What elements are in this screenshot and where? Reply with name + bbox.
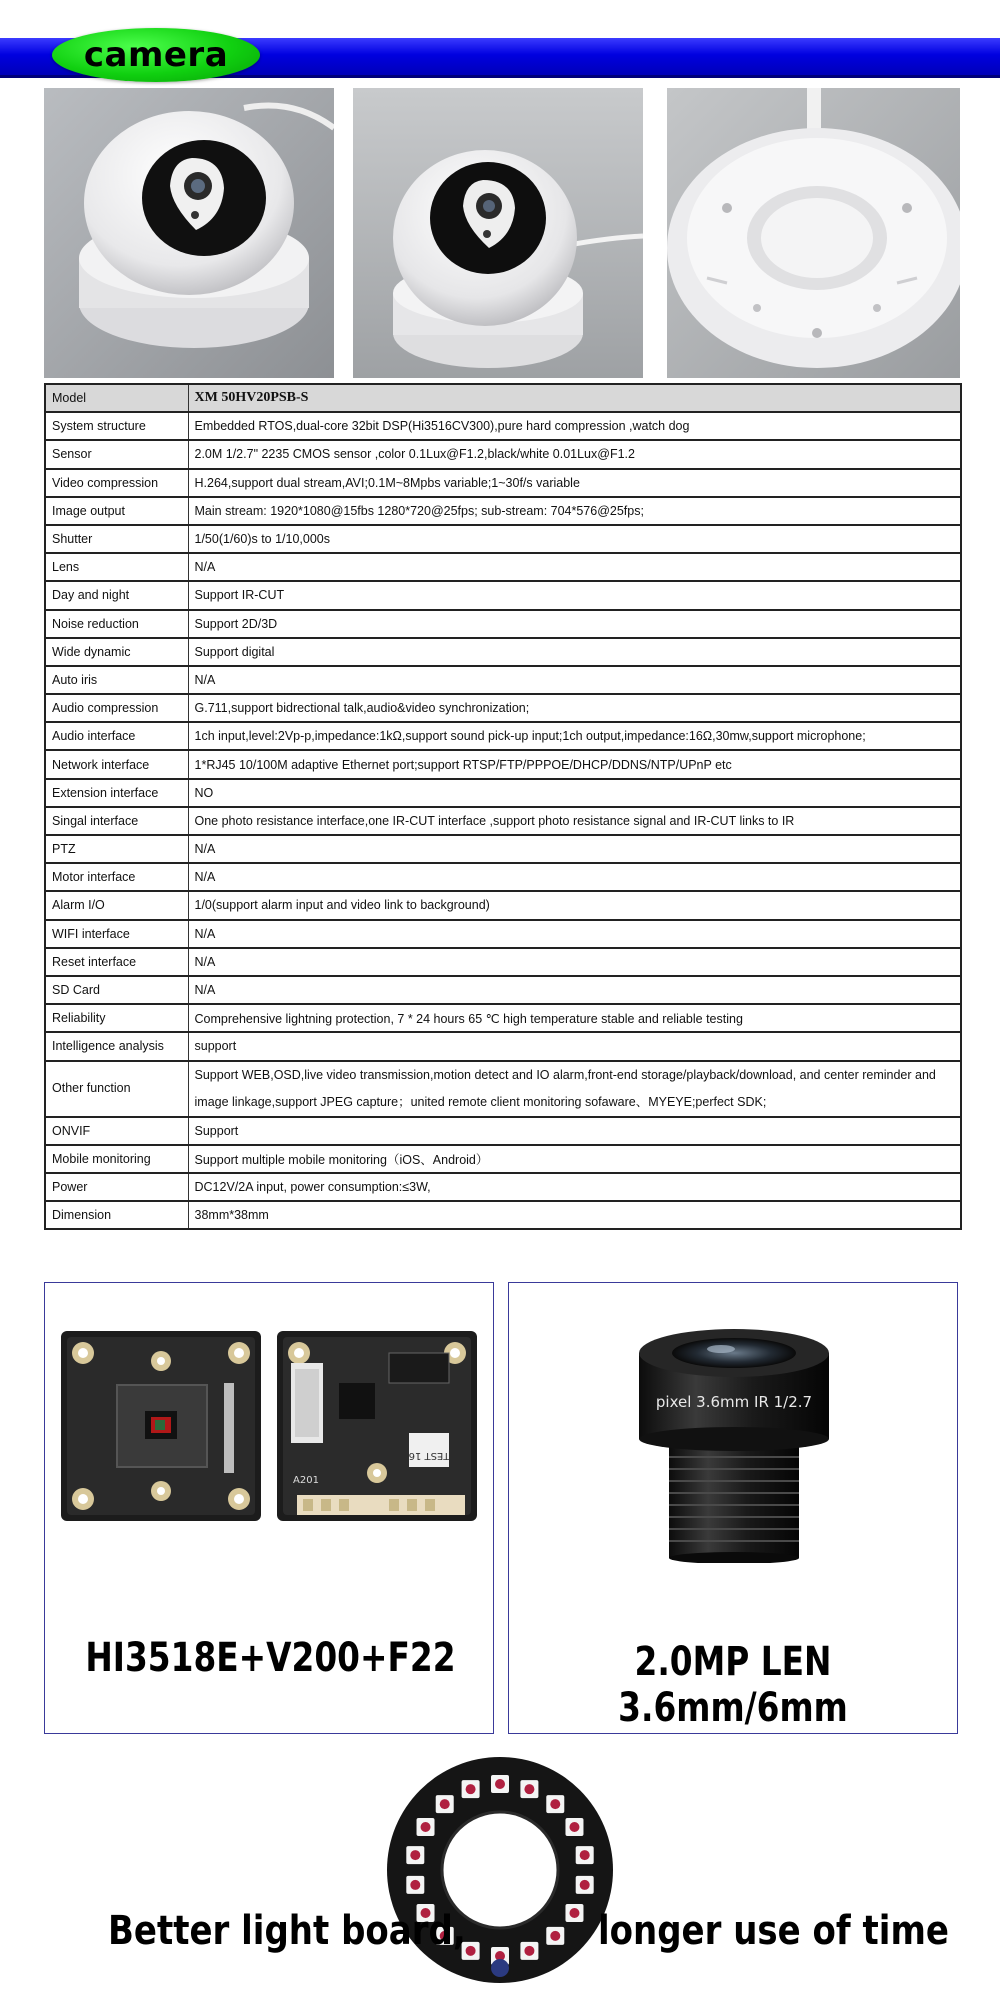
spec-label: Noise reduction [45, 610, 188, 638]
spec-value: DC12V/2A input, power consumption:≤3W, [188, 1173, 961, 1201]
table-row [45, 1061, 961, 1117]
spec-label: Dimension [45, 1201, 188, 1229]
banner-title: camera [83, 35, 229, 75]
board-sticker-text: TEST 16 [408, 1450, 450, 1461]
board-caption: HI3518E+V200+F22 [85, 1635, 456, 1681]
table-row [45, 638, 961, 666]
spec-value: support [188, 1032, 961, 1060]
led-emitter [580, 1850, 590, 1860]
spec-label: WIFI interface [45, 920, 188, 948]
spec-value: One photo resistance interface,one IR-CUT interface ,support photo resistance signal and IR-CUT links to IR [188, 807, 961, 835]
circuit-board-image [59, 1323, 479, 1523]
led-emitter [410, 1850, 420, 1860]
spec-value: XM 50HV20PSB-S [188, 384, 961, 412]
spec-label: Motor interface [45, 863, 188, 891]
led-emitter [421, 1822, 431, 1832]
spec-label: Reliability [45, 1004, 188, 1032]
spec-table [44, 383, 962, 1230]
led-emitter [569, 1822, 579, 1832]
spec-value: 1/50(1/60)s to 1/10,000s [188, 525, 961, 553]
spec-label: Image output [45, 497, 188, 525]
spec-value: Support multiple mobile monitoring（iOS、Android） [188, 1145, 961, 1173]
led-emitter [440, 1799, 450, 1809]
spec-value: G.711,support bidrectional talk,audio&video synchronization; [188, 694, 961, 722]
led-emitter [524, 1784, 534, 1794]
spec-value: Support WEB,OSD,live video transmission,motion detect and IO alarm,front-end storage/playback/download, and center reminder and image linkage,support JPEG capture；united remote client monitoring sofaware、MYEYE;perfect SDK; [188, 1061, 961, 1117]
spec-value: N/A [188, 553, 961, 581]
spec-label: System structure [45, 412, 188, 440]
spec-value: 1*RJ45 10/100M adaptive Ethernet port;support RTSP/FTP/PPPOE/DHCP/DDNS/NTP/UPnP etc [188, 750, 961, 778]
spec-label: Audio compression [45, 694, 188, 722]
table-row [45, 891, 961, 919]
led-emitter [580, 1880, 590, 1890]
spec-label: Wide dynamic [45, 638, 188, 666]
spec-label: Reset interface [45, 948, 188, 976]
spec-label: SD Card [45, 976, 188, 1004]
spec-label: Day and night [45, 581, 188, 609]
spec-label: Sensor [45, 440, 188, 468]
table-row [45, 1004, 961, 1032]
spec-label: Video compression [45, 469, 188, 497]
lens-panel [508, 1282, 958, 1734]
spec-label: Mobile monitoring [45, 1145, 188, 1173]
table-row [45, 976, 961, 1004]
table-row [45, 750, 961, 778]
spec-value: Support IR-CUT [188, 581, 961, 609]
spec-value: 1/0(support alarm input and video link to background) [188, 891, 961, 919]
table-row [45, 440, 961, 468]
product-photo-base [667, 88, 960, 378]
slogan-right: longer use of time [598, 1908, 949, 1954]
spec-label: PTZ [45, 835, 188, 863]
spec-label: Power [45, 1173, 188, 1201]
lens-image [629, 1323, 839, 1563]
table-row [45, 1117, 961, 1145]
table-row [45, 1201, 961, 1229]
led-emitter [466, 1946, 476, 1956]
spec-value: N/A [188, 920, 961, 948]
table-row [45, 722, 961, 750]
spec-value: Support 2D/3D [188, 610, 961, 638]
table-row [45, 469, 961, 497]
slogan-left: Better light board, [108, 1908, 466, 1954]
board-panel [44, 1282, 494, 1734]
table-row [45, 779, 961, 807]
led-emitter [466, 1784, 476, 1794]
table-row [45, 497, 961, 525]
spec-value: Comprehensive lightning protection, 7 * 24 hours 65 ℃ high temperature stable and reliable testing [188, 1004, 961, 1032]
spec-value: Main stream: 1920*1080@15fbs 1280*720@25fps; sub-stream: 704*576@25fps; [188, 497, 961, 525]
led-emitter [550, 1931, 560, 1941]
led-emitter [569, 1908, 579, 1918]
table-row [45, 835, 961, 863]
board-silkscreen-text: A201 [293, 1475, 319, 1486]
table-row [45, 1032, 961, 1060]
led-emitter [410, 1880, 420, 1890]
spec-label: Network interface [45, 750, 188, 778]
spec-value: N/A [188, 863, 961, 891]
spec-value: Support digital [188, 638, 961, 666]
led-emitter [550, 1799, 560, 1809]
spec-value: N/A [188, 948, 961, 976]
spec-value: 2.0M 1/2.7" 2235 CMOS sensor ,color 0.1Lux@F1.2,black/white 0.01Lux@F1.2 [188, 440, 961, 468]
spec-value: H.264,support dual stream,AVI;0.1M~8Mpbs variable;1~30f/s variable [188, 469, 961, 497]
table-row [45, 863, 961, 891]
spec-label: Intelligence analysis [45, 1032, 188, 1060]
spec-value: 1ch input,level:2Vp-p,impedance:1kΩ,support sound pick-up input;1ch output,impedance:16Ω,30mw,support microphone; [188, 722, 961, 750]
product-photo-front [44, 88, 334, 378]
spec-label: Alarm I/O [45, 891, 188, 919]
spec-label: Audio interface [45, 722, 188, 750]
spec-label: Extension interface [45, 779, 188, 807]
table-row [45, 1145, 961, 1173]
table-row [45, 525, 961, 553]
spec-label: ONVIF [45, 1117, 188, 1145]
spec-label: Lens [45, 553, 188, 581]
table-row [45, 610, 961, 638]
table-row [45, 412, 961, 440]
led-emitter [524, 1946, 534, 1956]
table-row [45, 807, 961, 835]
spec-label: Other function [45, 1061, 188, 1117]
product-photo-side [353, 88, 643, 378]
spec-value: N/A [188, 835, 961, 863]
spec-value: 38mm*38mm [188, 1201, 961, 1229]
spec-label: Auto iris [45, 666, 188, 694]
spec-value: Embedded RTOS,dual-core 32bit DSP(Hi3516CV300),pure hard compression ,watch dog [188, 412, 961, 440]
lens-engraving-text: pixel 3.6mm IR 1/2.7 [655, 1393, 813, 1411]
table-row [45, 948, 961, 976]
lens-caption: 2.0MP LEN 3.6mm/6mm [618, 1639, 848, 1731]
spec-label: Singal interface [45, 807, 188, 835]
table-row [45, 553, 961, 581]
spec-value: NO [188, 779, 961, 807]
spec-label: Model [45, 384, 188, 412]
table-row [45, 581, 961, 609]
spec-value: N/A [188, 666, 961, 694]
table-row [45, 694, 961, 722]
table-row [45, 1173, 961, 1201]
spec-value: Support [188, 1117, 961, 1145]
table-row [45, 666, 961, 694]
table-row [45, 920, 961, 948]
spec-value: N/A [188, 976, 961, 1004]
table-row [45, 384, 961, 412]
led-emitter [495, 1779, 505, 1789]
spec-label: Shutter [45, 525, 188, 553]
